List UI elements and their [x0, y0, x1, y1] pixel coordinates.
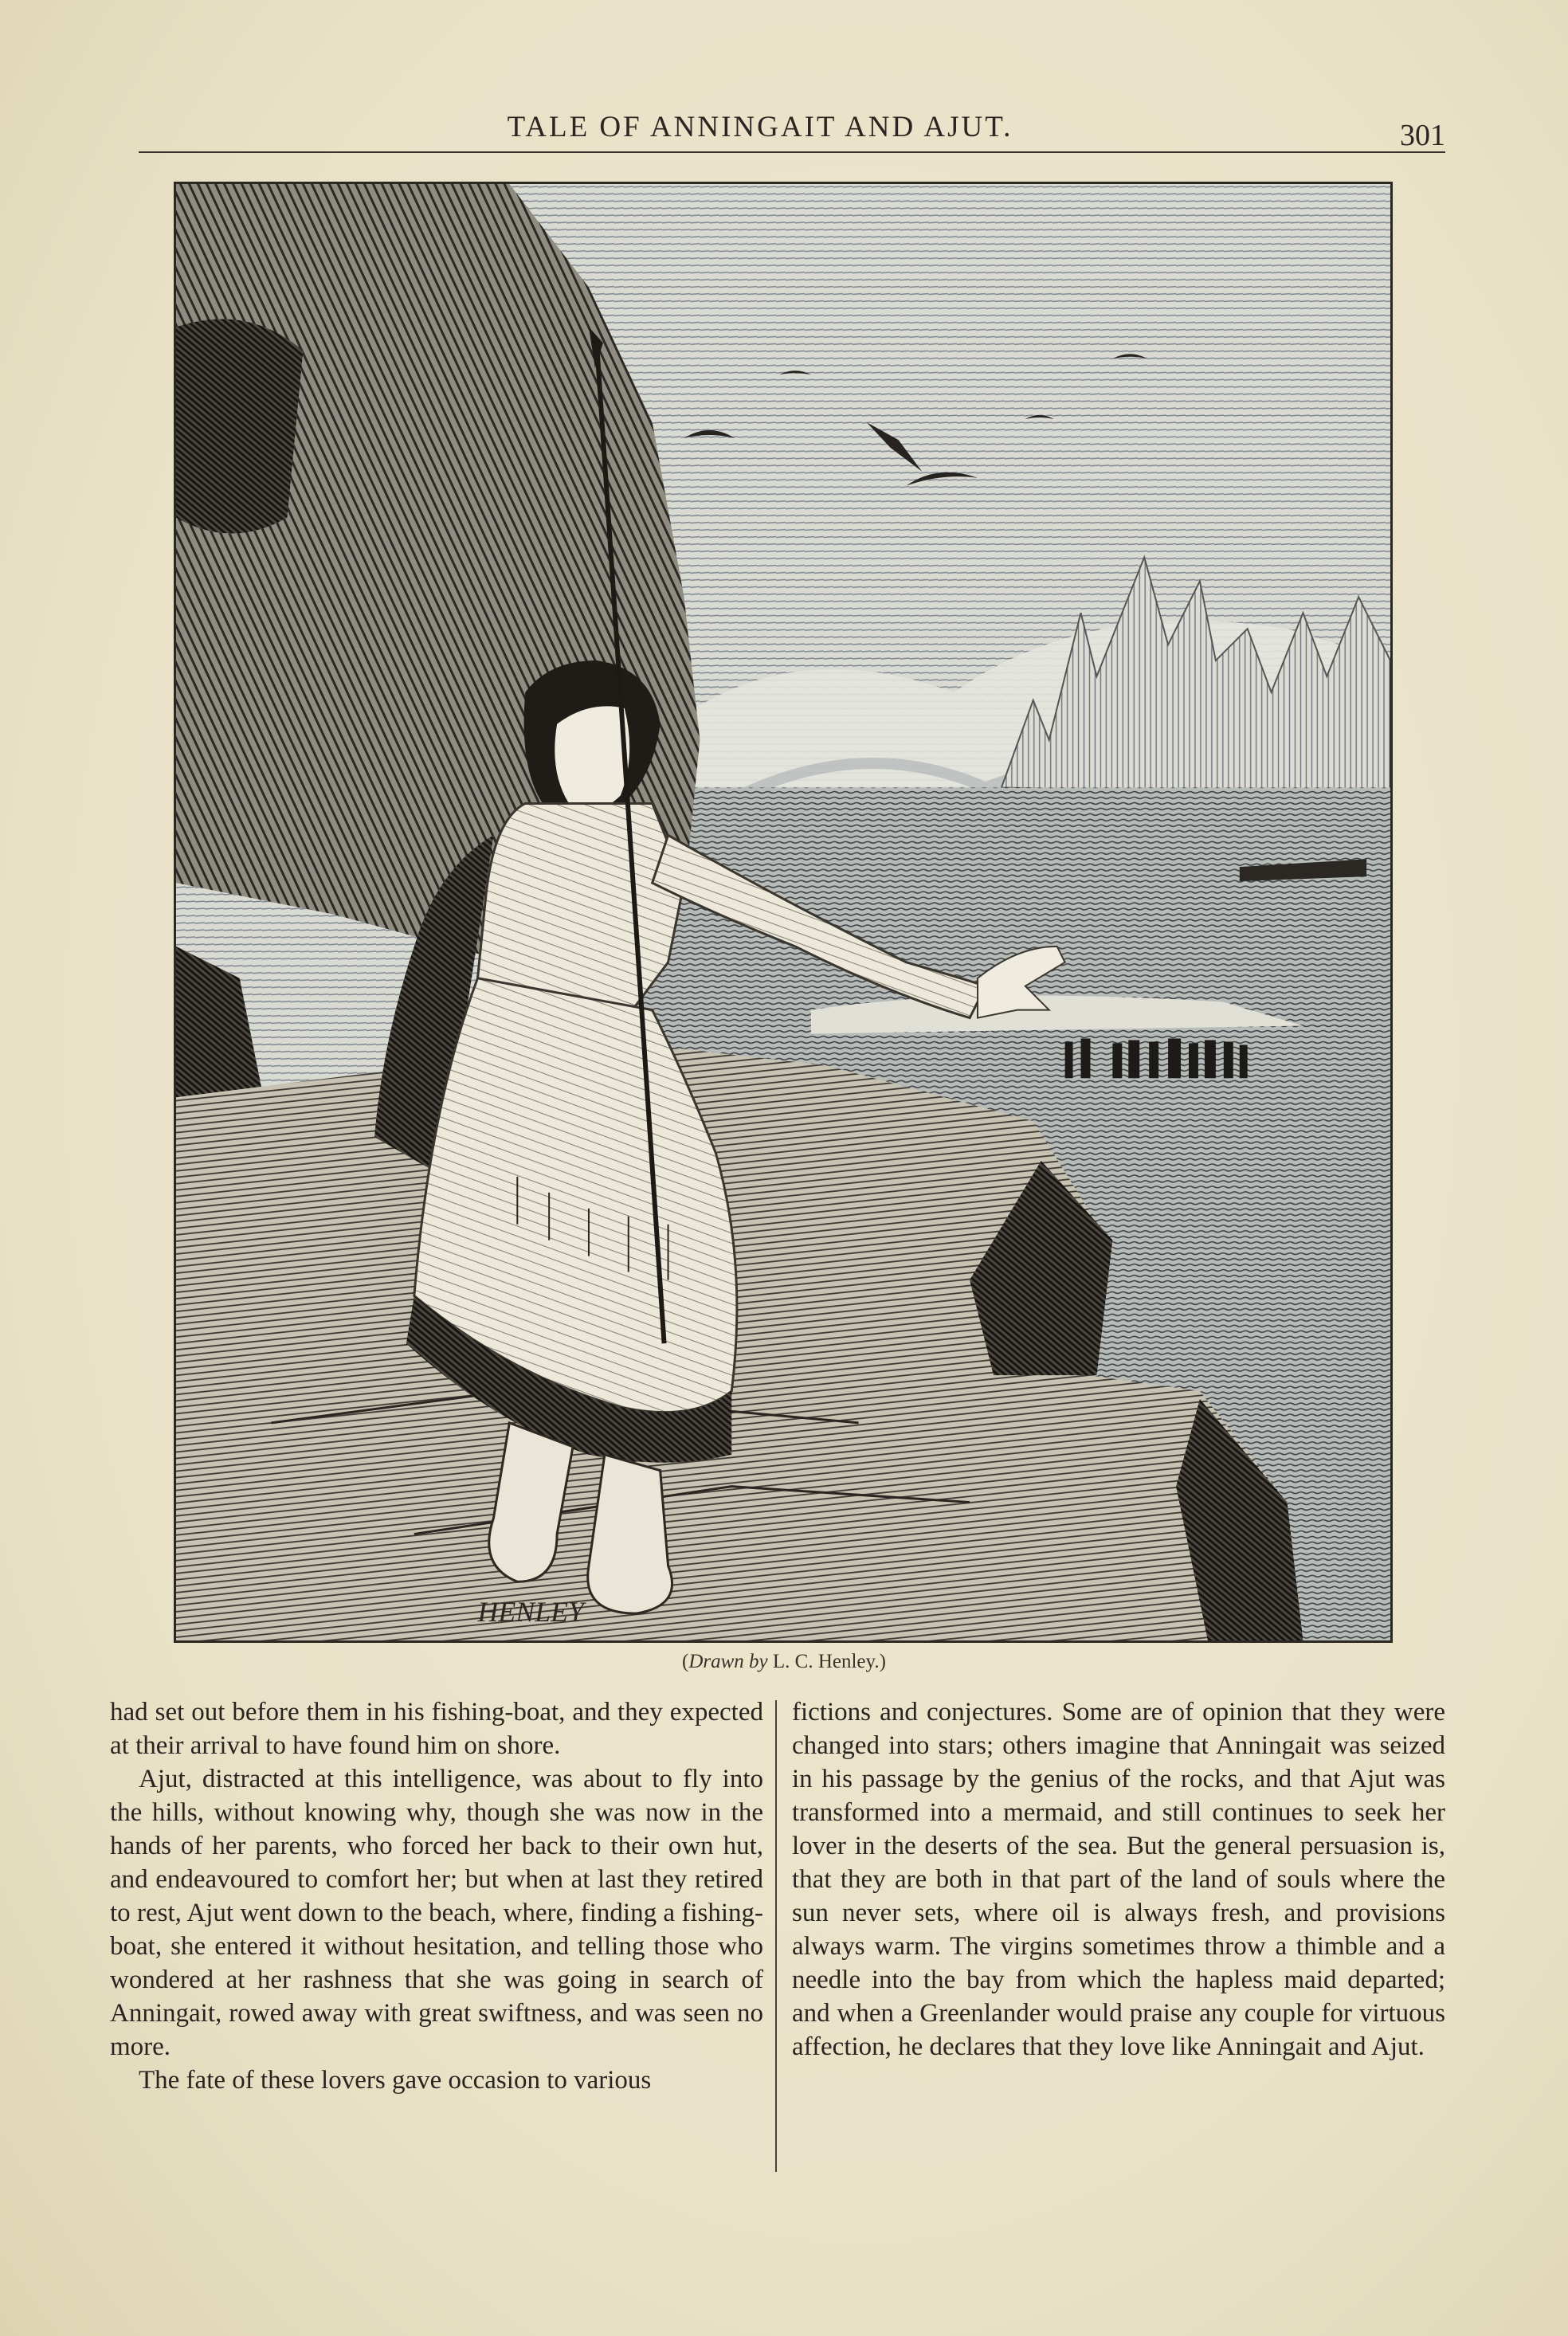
right-paragraph-1: fictions and conjectures. Some are of opinion that they were changed into stars; others imagine that Anningait was seized in his passage by the genius of the rocks, and that Ajut was transformed into a mermaid, and still continues to seek her lover in the deserts of the sea. But the general persuasion is, that they are both in that part of the land of souls where the sun never sets, where oil is always fresh, and provisions always warm. The virgins sometimes throw a thimble and a needle into the bay from which the hapless maid departed; and when a Greenlander would praise any couple for virtuous affection, he declares that they love like Anningait and Ajut. — [792, 1698, 1445, 2061]
illustration-caption: (Drawn by L. C. Henley.) — [682, 1651, 886, 1672]
left-paragraph-3: The fate of these lovers gave occasion to various — [139, 2066, 652, 2095]
text-column-right — [792, 1695, 1445, 2064]
left-paragraph-1: had set out before them in his fishing-boat, and they expected at their arrival to have found him on shore. — [110, 1698, 763, 1760]
engraving-drawing — [176, 184, 1390, 1640]
text-column-left — [110, 1695, 763, 2097]
column-rule — [775, 1700, 777, 2172]
page-number: 301 — [1400, 119, 1445, 152]
caption-artist: L. C. Henley. — [772, 1651, 880, 1672]
caption-drawn-by: Drawn by — [688, 1651, 768, 1672]
header-rule — [139, 151, 1445, 153]
running-title: TALE OF ANNINGAIT AND AJUT. — [507, 111, 1013, 143]
left-paragraph-2: Ajut, distracted at this intelligence, was about to fly into the hills, without knowing why, though she was now in the hands of her parents, who forced her back to their own hut, and endeavoured to comfort her; but when at last they retired to rest, Ajut went down to the beach, where, finding a fishing-boat, she entered it without hesitation, and telling those who wondered at her rashness that she was going in search of Anningait, rowed away with great swiftness, and was seen no more. — [110, 1765, 763, 2061]
artist-signature: HENLEY — [477, 1596, 584, 1629]
engraving-illustration — [174, 182, 1393, 1643]
running-head — [139, 104, 1445, 153]
